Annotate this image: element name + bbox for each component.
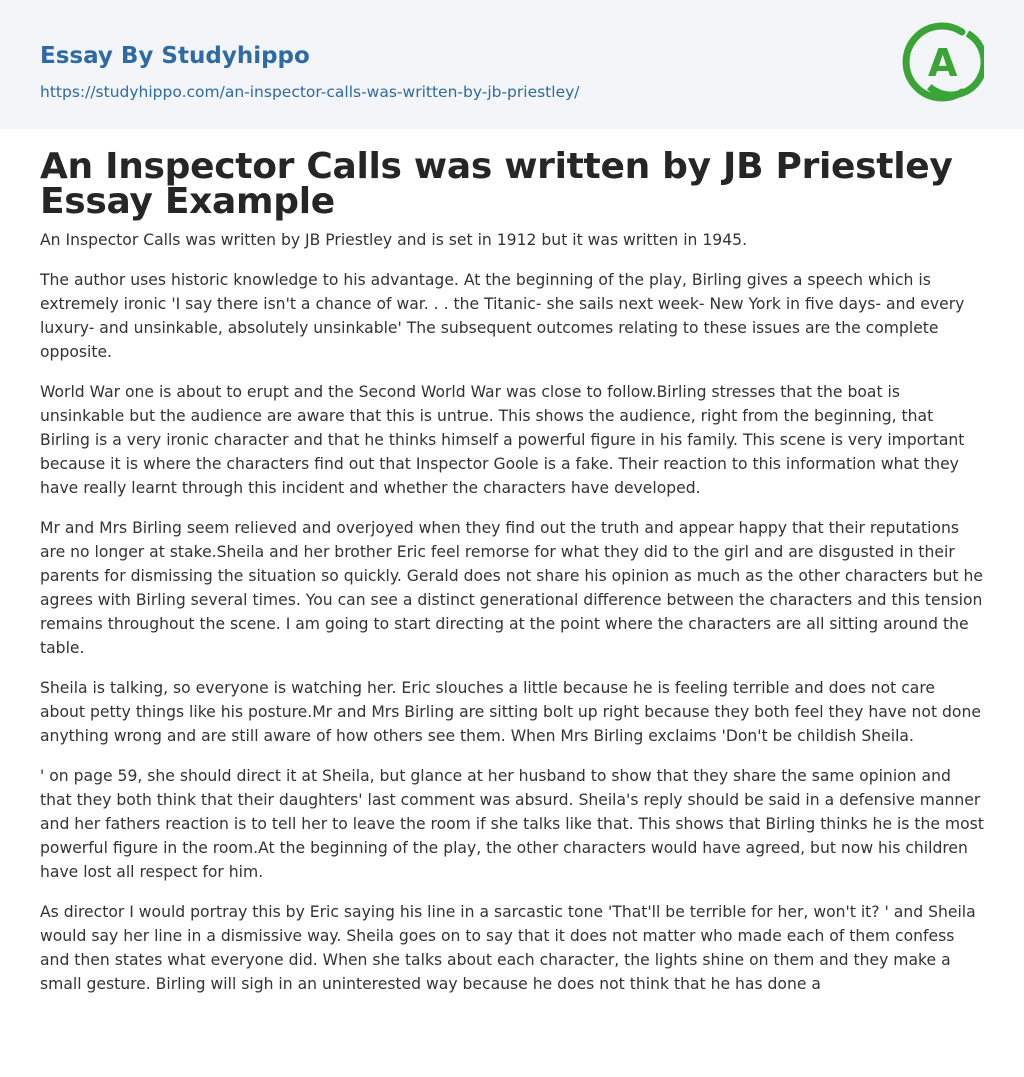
site-header [0,0,1024,129]
essay-paragraph: World War one is about to erupt and the Second World War was close to follow.Birling stresses that the boat is unsinkable but the audience are aware that this is untrue. This shows the audience, right from the beginning, that Birling is a very ironic character and that he thinks himself a powerful figure in his family. This scene is very important because it is where the characters find out that Inspector Goole is a fake. Their reaction to this information what they have really learnt through this incident and whether the characters have developed. [40,383,965,497]
essay-paragraph: The author uses historic knowledge to his advantage. At the beginning of the play, Birling gives a speech which is extremely ironic 'I say there isn't a chance of war. . . the Titanic- she sails next week- New York in five days- and every luxury- and unsinkable, absolutely unsinkable' The subsequent outcomes relating to these issues are the complete opposite. [40,271,965,361]
studyhippo-logo-icon[interactable] [900,20,984,104]
site-brand[interactable]: Essay By Studyhippo [40,43,310,69]
essay-title: An Inspector Calls was written by JB Priestley Essay Example [40,146,953,222]
essay-url-link[interactable]: https://studyhippo.com/an-inspector-calls-was-written-by-jb-priestley/ [40,83,580,101]
essay-paragraph: Mr and Mrs Birling seem relieved and overjoyed when they find out the truth and appear happy that their reputations are no longer at stake.Sheila and her brother Eric feel remorse for what they did to the girl and are disgusted in their parents for dismissing the situation so quickly. Gerald does not share his opinion as much as the other characters but he agrees with Birling several times. You can see a distinct generational difference between the characters and this tension remains throughout the scene. I am going to start directing at the point where the characters are all sitting around the table. [40,519,983,657]
essay-paragraph: As director I would portray this by Eric saying his line in a sarcastic tone 'That'll be terrible for her, won't it? ' and Sheila would say her line in a dismissive way. Sheila goes on to say that it does not matter who made each of them confess and then states what everyone did. When she talks about each character, the lights shine on them and they make a small gesture. Birling will sigh in an uninterested way because he does not think that he has done a [40,903,976,993]
logo-letter: A [928,41,958,85]
essay-content [0,146,1024,996]
essay-paragraph: ' on page 59, she should direct it at Sheila, but glance at her husband to show that they share the same opinion and that they both think that their daughters' last comment was absurd. Sheila's reply should be said in a defensive manner and her fathers reaction is to tell her to leave the room if she talks like that. This shows that Birling thinks he is the most powerful figure in the room.At the beginning of the play, the other characters would have agreed, but now his children have lost all respect for him. [40,767,984,881]
essay-paragraph: Sheila is talking, so everyone is watching her. Eric slouches a little because he is feeling terrible and does not care about petty things like his posture.Mr and Mrs Birling are sitting bolt up right because they both feel they have not done anything wrong and are still aware of how others see them. When Mrs Birling exclaims 'Don't be childish Sheila. [40,679,981,745]
essay-paragraph: An Inspector Calls was written by JB Priestley and is set in 1912 but it was written in 1945. [40,231,748,249]
